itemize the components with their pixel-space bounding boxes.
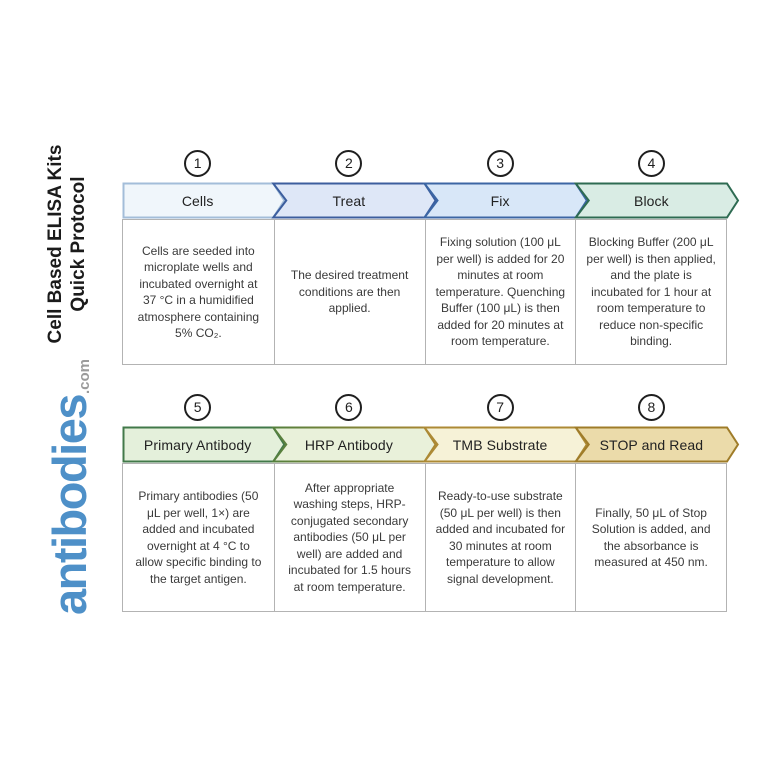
step-number-badge: 5 bbox=[184, 394, 211, 421]
step-number-badge: 7 bbox=[487, 394, 514, 421]
step-arrow-label-cell bbox=[576, 182, 727, 219]
step-arrow-label: TMB Substrate bbox=[452, 436, 548, 453]
step-circle-cell bbox=[273, 149, 424, 177]
sidebar-title-line2: Quick Protocol bbox=[68, 176, 89, 312]
step-number-badge: 3 bbox=[487, 150, 514, 177]
step-arrow-label-cell bbox=[425, 182, 576, 219]
step-arrow-label-cell bbox=[425, 426, 576, 463]
step-description-cell bbox=[575, 220, 726, 364]
step-description-text: The desired treatment conditions are then applied. bbox=[290, 268, 409, 316]
step-number-badge: 4 bbox=[638, 150, 665, 177]
step-arrow-label: Block bbox=[634, 192, 669, 209]
step-arrow-label-cell bbox=[122, 182, 273, 219]
sidebar-title-line1: Cell Based ELISA Kits bbox=[45, 144, 66, 344]
step-description-cell bbox=[274, 464, 425, 611]
step-number-badge: 6 bbox=[335, 394, 362, 421]
step-description-text: Finally, 50 μL of Stop Solution is added, and the absorbance is measured at 450 nm. bbox=[591, 505, 711, 569]
step-circle-cell bbox=[576, 393, 727, 421]
arrow-band bbox=[122, 182, 742, 219]
step-arrow-label: Fix bbox=[490, 192, 510, 209]
step-description-cell bbox=[575, 464, 726, 611]
step-arrow-label: Primary Antibody bbox=[143, 436, 252, 453]
step-description-row bbox=[122, 463, 727, 612]
step-arrow-label: Cells bbox=[181, 192, 214, 209]
arrow-label-row bbox=[122, 426, 727, 463]
step-arrow-label-cell bbox=[273, 182, 424, 219]
step-arrow-label: STOP and Read bbox=[599, 436, 704, 453]
logo-tld: .com bbox=[76, 358, 93, 394]
step-arrow-label: HRP Antibody bbox=[304, 436, 393, 453]
step-description-text: Cells are seeded into microplate wells and incubated overnight at 37 °C in a humidified atmosphere containing 5% CO₂. bbox=[137, 243, 260, 340]
step-number-badge: 1 bbox=[184, 150, 211, 177]
step-number-row bbox=[122, 149, 727, 177]
protocol-row-2 bbox=[122, 393, 742, 612]
step-description-cell bbox=[425, 220, 576, 364]
arrow-label-row bbox=[122, 182, 727, 219]
antibodies-logo bbox=[33, 358, 96, 616]
logo-wordmark: antibodies bbox=[43, 395, 96, 616]
step-circle-cell bbox=[425, 149, 576, 177]
step-circle-cell bbox=[576, 149, 727, 177]
step-circle-cell bbox=[425, 393, 576, 421]
step-description-cell bbox=[123, 220, 274, 364]
step-arrow-label-cell bbox=[122, 426, 273, 463]
step-description-text: Ready-to-use substrate (50 μL per well) is then added and incubated for 30 minutes at room temperature to allow signal development. bbox=[435, 489, 566, 586]
step-arrow-label: Treat bbox=[332, 192, 366, 209]
step-circle-cell bbox=[273, 393, 424, 421]
step-description-cell bbox=[123, 464, 274, 611]
step-number-badge: 8 bbox=[638, 394, 665, 421]
step-circle-cell bbox=[122, 393, 273, 421]
step-arrow-label-cell bbox=[576, 426, 727, 463]
step-description-text: Fixing solution (100 μL per well) is added for 20 minutes at room temperature. Quenching Buffer (100 μL) is then added for 20 minutes at room temperature. bbox=[435, 235, 566, 349]
step-circle-cell bbox=[122, 149, 273, 177]
step-description-text: After appropriate washing steps, HRP-conjugated secondary antibodies (50 μL per well) are added and incubated for 1.5 hours at room temperature. bbox=[288, 480, 411, 594]
step-arrow-label-cell bbox=[273, 426, 424, 463]
step-description-row bbox=[122, 219, 727, 365]
step-description-cell bbox=[425, 464, 576, 611]
protocol-row-1 bbox=[122, 149, 742, 365]
step-description-text: Blocking Buffer (200 μL per well) is then applied, and the plate is incubated for 1 hour at room temperature to reduce non-specific binding. bbox=[586, 235, 716, 349]
step-number-badge: 2 bbox=[335, 150, 362, 177]
arrow-band bbox=[122, 426, 742, 463]
step-description-cell bbox=[274, 220, 425, 364]
step-number-row bbox=[122, 393, 727, 421]
sidebar-title bbox=[44, 133, 90, 355]
step-description-text: Primary antibodies (50 μL per well, 1×) are added and incubated overnight at 4 °C to allow specific binding to the target antigen. bbox=[135, 489, 262, 586]
